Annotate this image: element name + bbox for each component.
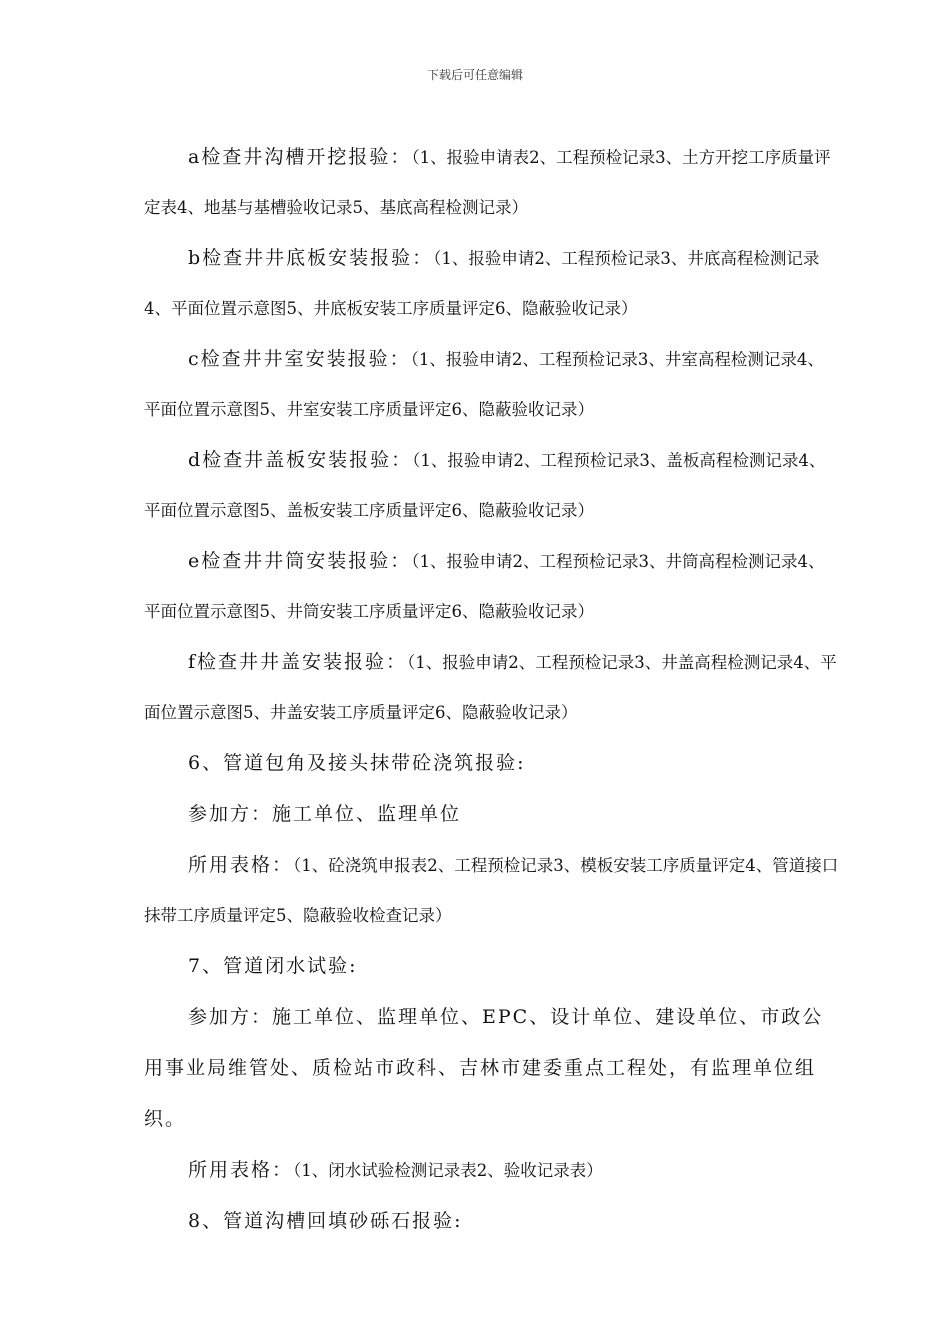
paragraph-detail: （1、报验申请2、工程预检记录3、井盖高程检测记录4、平面位置示意图5、井盖安装工序质量评定6、隐蔽验收记录） (144, 653, 837, 722)
paragraph-detail: （1、报验申请2、工程预检记录3、盖板高程检测记录4、平面位置示意图5、盖板安装工序质量评定6、隐蔽验收记录） (144, 451, 826, 520)
paragraph-detail: （1、报验申请2、工程预检记录3、井筒高程检测记录4、平面位置示意图5、井筒安装工序质量评定6、隐蔽验收记录） (144, 552, 825, 621)
paragraph-lead: 参加方：施工单位、监理单位、EPC、设计单位、建设单位、市政公用事业局维管处、质检站市政科、吉林市建委重点工程处，有监理单位组织。 (144, 1006, 824, 1130)
paragraph-lead: d检查井盖板安装报验： (188, 449, 413, 471)
paragraph-a (144, 132, 839, 233)
paragraph-lead: 8、管道沟槽回填砂砾石报验: (188, 1210, 463, 1232)
paragraph-lead: c检查井井室安装报验： (188, 348, 411, 370)
header-note: 下载后可任意编辑 (426, 68, 523, 82)
paragraph-detail: （1、报验申请2、工程预检记录3、井底高程检测记录4、平面位置示意图5、井底板安装工序质量评定6、隐蔽验收记录） (144, 249, 820, 318)
paragraph-lead: e检查井井筒安装报验： (188, 550, 412, 572)
section-6-participants (144, 789, 839, 840)
paragraph-detail: （1、报验申请表2、工程预检记录3、土方开挖工序质量评定表4、地基与基槽验收记录5、基底高程检测记录） (144, 148, 831, 217)
paragraph-lead: 所用表格： (188, 1159, 294, 1181)
paragraph-lead: a检查井沟槽开挖报验： (188, 146, 412, 168)
paragraph-lead: f检查井井盖安装报验： (188, 651, 408, 673)
paragraph-detail: （1、报验申请2、工程预检记录3、井室高程检测记录4、平面位置示意图5、井室安装工序质量评定6、隐蔽验收记录） (144, 350, 824, 419)
section-7-participants (144, 992, 839, 1145)
paragraph-f (144, 637, 839, 738)
section-6-forms (144, 840, 839, 941)
document-body (144, 132, 839, 1247)
section-7-heading (144, 941, 839, 992)
paragraph-c (144, 334, 839, 435)
paragraph-e (144, 536, 839, 637)
section-6-heading (144, 738, 839, 789)
section-8-heading (144, 1196, 839, 1247)
section-7-forms (144, 1145, 839, 1196)
paragraph-detail: （1、闭水试验检测记录表2、验收记录表） (293, 1161, 603, 1180)
paragraph-lead: 所用表格： (188, 854, 294, 876)
paragraph-lead: 6、管道包角及接头抹带砼浇筑报验: (188, 752, 526, 774)
paragraph-lead: 7、管道闭水试验: (188, 955, 358, 977)
paragraph-detail: （1、砼浇筑申报表2、工程预检记录3、模板安装工序质量评定4、管道接口抹带工序质量评定5、隐蔽验收检查记录） (144, 856, 839, 925)
paragraph-lead: 参加方：施工单位、监理单位 (188, 803, 462, 825)
paragraph-lead: b检查井井底板安装报验： (188, 247, 434, 269)
paragraph-b (144, 233, 839, 334)
paragraph-d (144, 435, 839, 536)
